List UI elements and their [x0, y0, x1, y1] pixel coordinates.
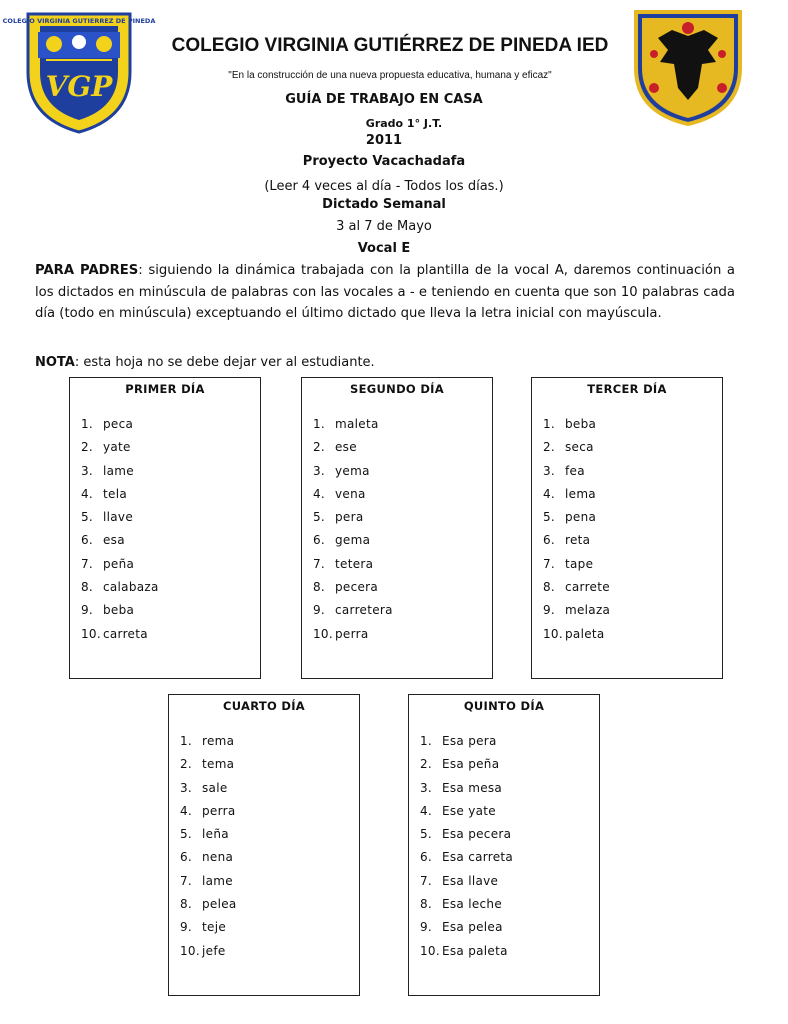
item-number: 3. — [81, 463, 94, 478]
list-item — [81, 510, 159, 533]
day-title: QUINTO DÍA — [463, 699, 545, 713]
item-number: 1. — [420, 734, 433, 748]
dictation-word: teje — [202, 920, 227, 935]
list-item — [81, 627, 159, 650]
dictation-word: beba — [103, 603, 135, 618]
list-item — [180, 827, 237, 850]
list-item — [543, 464, 610, 487]
dictation-word: Esa pecera — [442, 827, 512, 842]
reading-instruction: (Leer 4 veces al día - Todos los días.) — [264, 179, 504, 194]
dictation-word: peña — [103, 556, 135, 571]
dictation-label: Dictado Semanal — [322, 197, 446, 212]
word-list — [313, 417, 393, 650]
item-number: 9. — [81, 603, 94, 618]
dictation-word: Esa leche — [442, 897, 503, 912]
list-item — [420, 897, 513, 920]
item-number: 4. — [81, 486, 94, 501]
item-number: 8. — [313, 580, 326, 595]
item-number: 8. — [81, 580, 94, 595]
item-number: 1. — [313, 417, 326, 431]
dictation-word: beba — [565, 417, 597, 431]
item-number: 9. — [313, 603, 326, 618]
item-number: 5. — [313, 510, 326, 525]
list-item — [180, 757, 237, 780]
dictation-word: Esa paleta — [442, 943, 508, 958]
dictation-word: sale — [202, 780, 228, 795]
list-item — [313, 533, 393, 556]
dictation-word: tape — [565, 556, 594, 571]
item-number: 2. — [81, 440, 94, 455]
list-item — [180, 874, 237, 897]
dictation-word: peca — [103, 417, 134, 431]
dictation-word: calabaza — [103, 580, 159, 595]
item-number: 6. — [180, 850, 193, 865]
dictation-word: jefe — [202, 943, 226, 958]
item-number: 9. — [420, 920, 433, 935]
list-item — [543, 487, 610, 510]
item-number: 7. — [420, 873, 433, 888]
day-box-4 — [168, 694, 360, 996]
list-item — [543, 627, 610, 650]
dictation-word: Esa pera — [442, 734, 497, 748]
list-item — [313, 487, 393, 510]
year-label: 2011 — [365, 133, 403, 148]
dictation-word: tema — [202, 757, 235, 772]
item-number: 10. — [543, 626, 563, 641]
item-number: 6. — [313, 533, 326, 548]
dictation-word: yema — [335, 463, 370, 478]
list-item — [180, 850, 237, 873]
list-item — [543, 510, 610, 533]
list-item — [313, 580, 393, 603]
word-list — [180, 734, 237, 967]
parents-text: : siguiendo la dinámica trabajada con la plantilla de la vocal A, daremos continuación a los dictados en minúscula de palabras con las vocales a - e teniendo en cuenta que son 10 palabras cada día (todo en minúscula) exceptuando el último dictado que lleva la letra inicial con mayúscula. — [35, 263, 735, 321]
list-item — [543, 440, 610, 463]
list-item — [81, 603, 159, 626]
dictation-word: yate — [103, 440, 131, 455]
dictation-word: perra — [202, 803, 236, 818]
list-item — [81, 557, 159, 580]
guide-title: GUÍA DE TRABAJO EN CASA — [285, 92, 483, 107]
date-range: 3 al 7 de Mayo — [336, 219, 432, 234]
svg-text:VGP: VGP — [45, 70, 113, 103]
item-number: 4. — [543, 486, 556, 501]
dictation-word: carreta — [103, 626, 148, 641]
item-number: 1. — [543, 417, 556, 431]
list-item — [420, 827, 513, 850]
dictation-word: vena — [335, 486, 366, 501]
parents-paragraph — [35, 260, 735, 325]
dictation-word: Esa pelea — [442, 920, 503, 935]
list-item — [543, 580, 610, 603]
item-number: 4. — [180, 803, 193, 818]
dictation-word: ese — [335, 440, 357, 455]
list-item — [543, 417, 610, 440]
item-number: 4. — [313, 486, 326, 501]
school-motto: "En la construcción de una nueva propuesta educativa, humana y eficaz" — [228, 70, 552, 81]
item-number: 7. — [180, 873, 193, 888]
dictation-word: rema — [202, 734, 235, 748]
item-number: 7. — [81, 556, 94, 571]
list-item — [180, 944, 237, 967]
day-title: PRIMER DÍA — [125, 382, 205, 396]
item-number: 1. — [81, 417, 94, 431]
list-item — [81, 580, 159, 603]
day-box-3 — [531, 377, 723, 679]
item-number: 6. — [420, 850, 433, 865]
dictation-word: llave — [103, 510, 134, 525]
list-item — [81, 440, 159, 463]
dictation-word: Esa mesa — [442, 780, 503, 795]
list-item — [81, 417, 159, 440]
item-number: 3. — [543, 463, 556, 478]
day-box-2 — [301, 377, 493, 679]
item-number: 8. — [543, 580, 556, 595]
list-item — [420, 781, 513, 804]
item-number: 8. — [180, 897, 193, 912]
list-item — [543, 603, 610, 626]
item-number: 6. — [543, 533, 556, 548]
item-number: 3. — [180, 780, 193, 795]
list-item — [81, 464, 159, 487]
item-number: 10. — [180, 943, 200, 958]
dictation-word: seca — [565, 440, 594, 455]
list-item — [543, 533, 610, 556]
school-name: COLEGIO VIRGINIA GUTIÉRREZ DE PINEDA IED — [171, 35, 609, 56]
dictation-word: tetera — [335, 556, 374, 571]
dictation-word: melaza — [565, 603, 611, 618]
item-number: 7. — [543, 556, 556, 571]
list-item — [313, 510, 393, 533]
dictation-word: pelea — [202, 897, 237, 912]
list-item — [313, 627, 393, 650]
word-list — [81, 417, 159, 650]
dictation-word: esa — [103, 533, 125, 548]
day-title: TERCER DÍA — [587, 382, 667, 396]
list-item — [180, 781, 237, 804]
item-number: 5. — [81, 510, 94, 525]
note-paragraph — [35, 355, 735, 370]
list-item — [313, 440, 393, 463]
coat-of-arms-logo — [632, 8, 744, 128]
dictation-word: pena — [565, 510, 597, 525]
list-item — [420, 804, 513, 827]
dictation-word: perra — [335, 626, 369, 641]
list-item — [420, 874, 513, 897]
item-number: 4. — [420, 803, 433, 818]
dictation-word: reta — [565, 533, 591, 548]
dictation-word: leña — [202, 827, 229, 842]
item-number: 2. — [420, 757, 433, 772]
note-label: NOTA — [35, 355, 75, 370]
item-number: 5. — [420, 827, 433, 842]
item-number: 6. — [81, 533, 94, 548]
list-item — [420, 734, 513, 757]
item-number: 7. — [313, 556, 326, 571]
item-number: 10. — [420, 943, 440, 958]
list-item — [313, 417, 393, 440]
dictation-word: paleta — [565, 626, 605, 641]
dictation-word: gema — [335, 533, 371, 548]
item-number: 8. — [420, 897, 433, 912]
grade-label: Grado 1° J.T. — [365, 117, 443, 130]
list-item — [420, 850, 513, 873]
list-item — [180, 920, 237, 943]
dictation-word: fea — [565, 463, 585, 478]
list-item — [420, 920, 513, 943]
list-item — [313, 557, 393, 580]
day-title: SEGUNDO DÍA — [350, 382, 444, 396]
item-number: 9. — [543, 603, 556, 618]
day-title: CUARTO DÍA — [222, 699, 305, 713]
item-number: 3. — [420, 780, 433, 795]
item-number: 10. — [81, 626, 101, 641]
dictation-word: tela — [103, 486, 127, 501]
dictation-word: Esa peña — [442, 757, 500, 772]
logo-lettering: COLEGIO VIRGINIA GUTIERREZ DE PINEDA — [2, 17, 156, 25]
list-item — [420, 944, 513, 967]
project-label: Proyecto Vacachadafa — [302, 154, 466, 169]
list-item — [420, 757, 513, 780]
vowel-label: Vocal E — [357, 241, 411, 256]
dictation-word: Esa llave — [442, 873, 499, 888]
dictation-word: Esa carreta — [442, 850, 514, 865]
dictation-word: Ese yate — [442, 803, 496, 818]
list-item — [313, 603, 393, 626]
dictation-word: lema — [565, 486, 596, 501]
dictation-word: carrete — [565, 580, 610, 595]
list-item — [81, 487, 159, 510]
list-item — [180, 897, 237, 920]
item-number: 2. — [313, 440, 326, 455]
item-number: 5. — [180, 827, 193, 842]
list-item — [313, 464, 393, 487]
dictation-word: pecera — [335, 580, 379, 595]
item-number: 10. — [313, 626, 333, 641]
item-number: 1. — [180, 734, 193, 748]
dictation-word: carretera — [335, 603, 393, 618]
note-text: : esta hoja no se debe dejar ver al estudiante. — [74, 355, 375, 370]
list-item — [180, 734, 237, 757]
dictation-word: nena — [202, 850, 234, 865]
dictation-word: lame — [103, 463, 134, 478]
parents-label: PARA PADRES — [35, 263, 139, 278]
word-list — [420, 734, 513, 967]
item-number: 3. — [313, 463, 326, 478]
dictation-word: lame — [202, 873, 233, 888]
item-number: 2. — [543, 440, 556, 455]
day-box-5 — [408, 694, 600, 996]
item-number: 9. — [180, 920, 193, 935]
item-number: 5. — [543, 510, 556, 525]
word-list — [543, 417, 610, 650]
list-item — [81, 533, 159, 556]
list-item — [543, 557, 610, 580]
dictation-word: pera — [335, 510, 364, 525]
list-item — [180, 804, 237, 827]
dictation-word: maleta — [335, 417, 379, 431]
item-number: 2. — [180, 757, 193, 772]
day-box-1 — [69, 377, 261, 679]
